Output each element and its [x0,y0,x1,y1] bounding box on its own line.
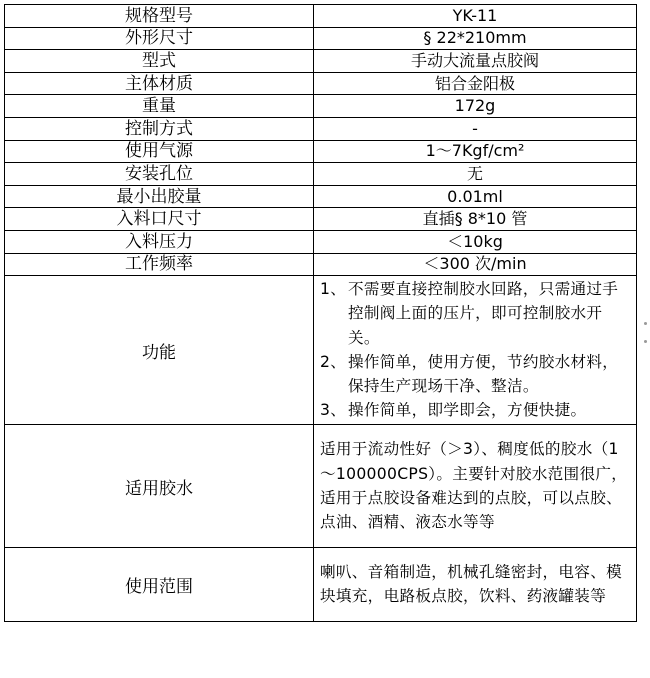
spec-label: 控制方式 [5,117,314,140]
spec-value: 0.01ml [314,185,637,208]
table-row [5,163,637,186]
applicable-glue-value: 适用于流动性好（＞3）、稠度低的胶水（1～100000CPS）。主要针对胶水范围很广，适用于点胶设备难达到的点胶，可以点胶、点油、酒精、液态水等等 [314,425,637,548]
function-value [314,276,637,425]
spec-label: 入料口尺寸 [5,208,314,231]
spec-value: YK-11 [314,5,637,28]
table-row-function [5,276,637,425]
spec-label: 最小出胶量 [5,185,314,208]
usage-scope-label: 使用范围 [5,548,314,622]
function-item-3: 3、 操作简单，即学即会，方便快捷。 [320,401,587,420]
spec-label: 外形尺寸 [5,27,314,50]
function-item-1: 1、 不需要直接控制胶水回路，只需通过手控制阀上面的压片，即可控制胶水开关。 [320,280,619,347]
spec-label: 规格型号 [5,5,314,28]
spec-value: - [314,117,637,140]
function-item-2: 2、 操作简单，使用方便，节约胶水材料，保持生产现场干净、整洁。 [320,352,619,395]
spec-label: 型式 [5,50,314,73]
table-row [5,208,637,231]
spec-value: ＜300 次/min [314,253,637,276]
scroll-marker-dot [644,322,647,325]
spec-label: 入料压力 [5,230,314,253]
spec-value: 无 [314,163,637,186]
usage-scope-value: 喇叭、音箱制造，机械孔缝密封，电容、模块填充，电路板点胶，饮料、药液罐装等 [314,548,637,622]
applicable-glue-label: 适用胶水 [5,425,314,548]
table-row [5,27,637,50]
function-label: 功能 [5,276,314,425]
spec-value: 铝合金阳极 [314,72,637,95]
spec-label: 安装孔位 [5,163,314,186]
table-row [5,72,637,95]
table-row-applicable-glue [5,425,637,548]
scroll-marker-dot [644,340,647,343]
table-row [5,117,637,140]
spec-value: § 22*210mm [314,27,637,50]
spec-value: 1～7Kgf/cm² [314,140,637,163]
spec-label: 主体材质 [5,72,314,95]
table-row [5,185,637,208]
spec-value: ＜10kg [314,230,637,253]
spec-label: 工作频率 [5,253,314,276]
spec-label: 使用气源 [5,140,314,163]
table-row [5,230,637,253]
spec-table [4,4,637,622]
table-row [5,140,637,163]
table-row [5,95,637,118]
spec-value: 直插§ 8*10 管 [314,208,637,231]
table-row-usage-scope [5,548,637,622]
spec-value: 手动大流量点胶阀 [314,50,637,73]
spec-label: 重量 [5,95,314,118]
table-row [5,253,637,276]
spec-value: 172g [314,95,637,118]
table-row [5,5,637,28]
table-row [5,50,637,73]
